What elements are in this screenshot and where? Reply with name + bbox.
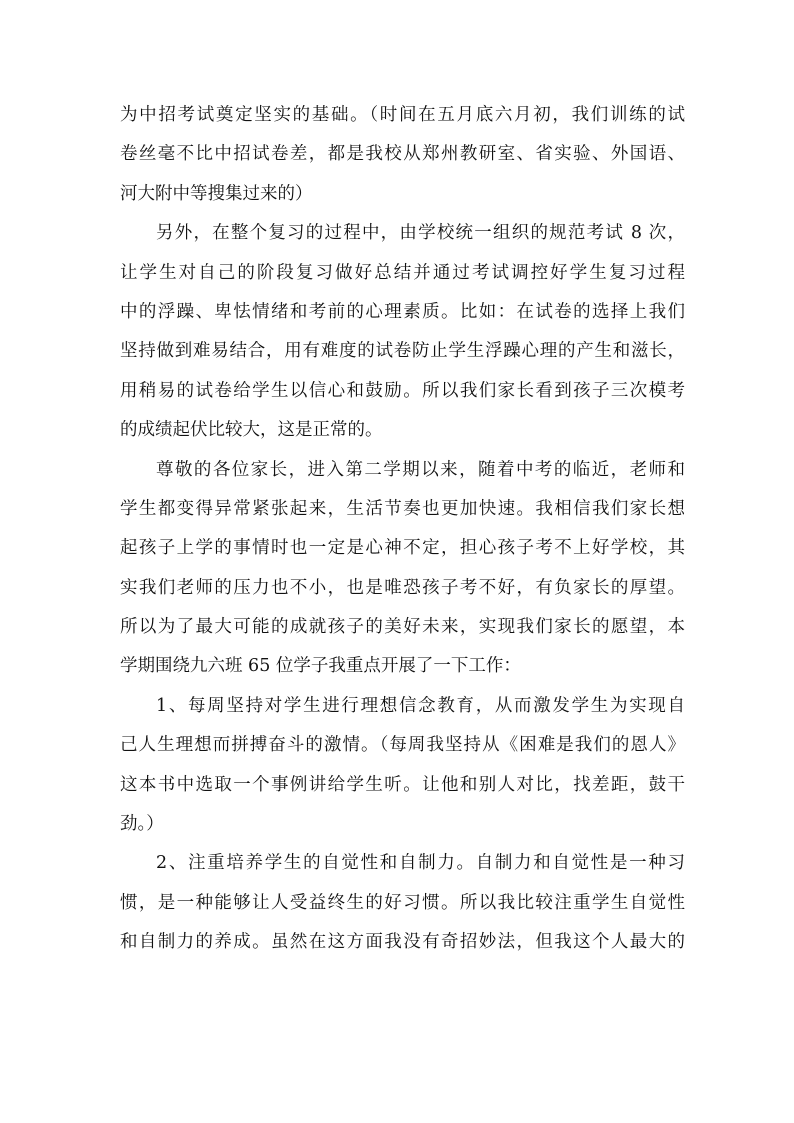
paragraph-start-line: 2、注重培养学生的自觉性和自制力。自制力和自觉性是一种习 [156, 853, 685, 874]
text-line: 学期围绕九六班 65 位学子我重点开展了一下工作： [120, 656, 521, 677]
text-line: 所以为了最大可能的成就孩子的美好未来，实现我们家长的愿望，本 [120, 617, 685, 638]
text-line: 中的浮躁、卑怯情绪和考前的心理素质。比如：在试卷的选择上我们 [120, 301, 685, 322]
text-line: 为中招考试奠定坚实的基础。（时间在五月底六月初，我们训练的试 [120, 105, 685, 125]
paragraph-start-line: 1、每周坚持对学生进行理想信念教育，从而激发学生为实现自 [156, 695, 685, 716]
text-line: 和自制力的养成。虽然在这方面我没有奇招妙法，但我这个人最大的 [120, 932, 685, 953]
text-line: 河大附中等搜集过来的） [120, 183, 313, 204]
text-line: 让学生对自己的阶段复习做好总结并通过考试调控好学生复习过程 [120, 262, 685, 283]
document-body [120, 96, 685, 963]
paragraph-start-line: 另外，在整个复习的过程中，由学校统一组织的规范考试 8 次， [156, 223, 685, 244]
text-line: 用稍易的试卷给学生以信心和鼓励。所以我们家长看到孩子三次模考 [120, 380, 685, 401]
text-line: 己人生理想而拼搏奋斗的激情。（每周我坚持从《困难是我们的恩人》 [120, 735, 685, 756]
text-line: 学生都变得异常紧张起来，生活节奏也更加快速。我相信我们家长想 [120, 498, 685, 519]
text-line: 卷丝毫不比中招试卷差，都是我校从郑州教研室、省实验、外国语、 [120, 144, 685, 165]
text-line: 起孩子上学的事情时也一定是心神不定，担心孩子考不上好学校，其 [120, 538, 685, 559]
text-line: 的成绩起伏比较大，这是正常的。 [120, 420, 383, 441]
text-line: 劲。） [120, 814, 164, 835]
text-line: 惯，是一种能够让人受益终生的好习惯。所以我比较注重学生自觉性 [120, 892, 685, 913]
text-line: 实我们老师的压力也不小，也是唯恐孩子考不好，有负家长的厚望。 [120, 577, 685, 598]
text-line: 这本书中选取一个事例讲给学生听。让他和别人对比，找差距，鼓干 [120, 774, 685, 795]
paragraph-start-line: 尊敬的各位家长，进入第二学期以来，随着中考的临近，老师和 [156, 459, 685, 480]
text-line: 坚持做到难易结合，用有难度的试卷防止学生浮躁心理的产生和滋长， [120, 341, 685, 362]
